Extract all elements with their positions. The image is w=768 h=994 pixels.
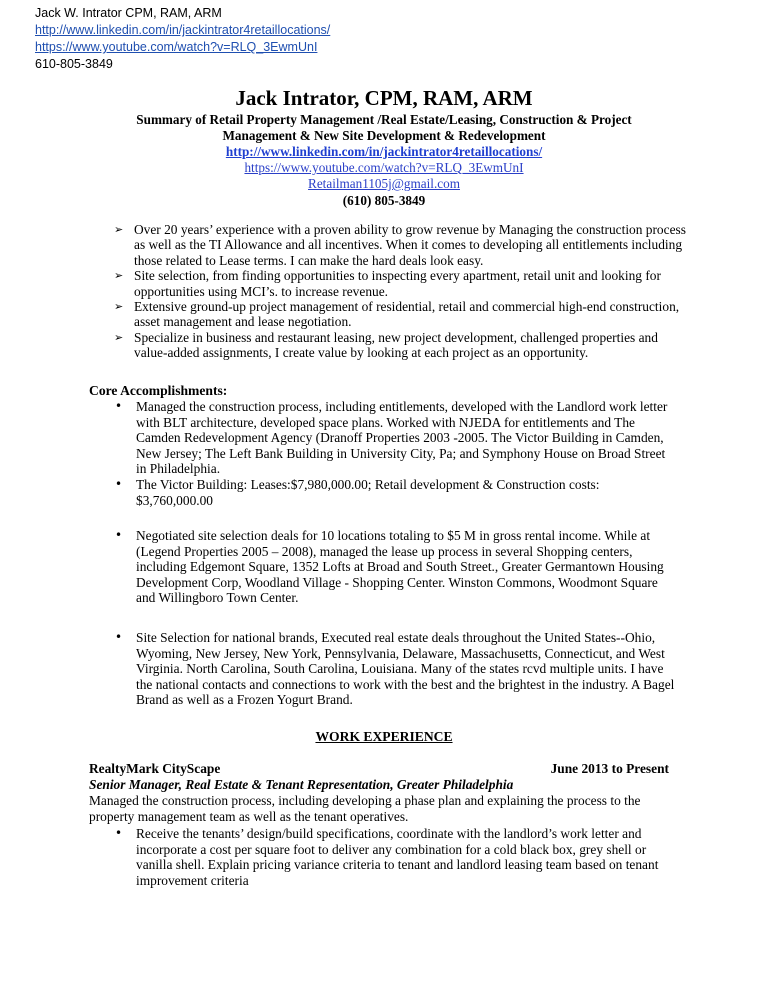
job-bullet: • Receive the tenants’ design/build specifications, coordinate with the landlord’s work letter and incorporate a cost per square foot to deliver any combination for a cold black box, grey shell or vanilla shell. Explain pricing variance criteria to tenant and landlord leasing team based on tenant improvement criteria (115, 826, 675, 888)
title-linkedin-text[interactable]: http://www.linkedin.com/in/jackintrator4retaillocations/ (225, 144, 543, 159)
header-youtube-text[interactable]: https://www.youtube.com/watch?v=RLQ_3EwmUnI (35, 40, 318, 54)
header-linkedin-text[interactable]: http://www.linkedin.com/in/jackintrator4retaillocations/ (35, 23, 331, 37)
core-item: • The Victor Building: Leases:$7,980,000.00; Retail development & Construction costs: $3,760,000.00 (115, 477, 675, 508)
summary-item: ➢ Specialize in business and restaurant leasing, new project development, challenged properties and value-added assignments, I create value by looking at each project as an opportunity. (114, 330, 694, 361)
header-youtube-link[interactable] (35, 39, 317, 56)
title-youtube-link[interactable] (0, 160, 768, 176)
core-list-c (115, 630, 675, 708)
summary-title-line-2: Management & New Site Development & Redevelopment (222, 128, 546, 143)
summary-item: ➢ Site selection, from finding opportunities to inspecting every apartment, retail unit and looking for opportunities using MCI’s. to increase revenue. (114, 268, 694, 299)
core-item: • Negotiated site selection deals for 10 locations totaling to $5 M in gross rental income. While at (Legend Properties 2005 – 2008), managed the lease up process in several Shopping centers, including Edgemont Square, 1352 Lofts at Broad and South Street., Greater Germantown Housing Development Corp, Woodland Village - Shopping Center. Winston Commons, Woodmont Square and Willingboro Town Center. (115, 528, 675, 606)
header-phone: 610-805-3849 (35, 57, 113, 71)
header-name-line: Jack W. Intrator CPM, RAM, ARM (35, 6, 222, 20)
header-linkedin-link[interactable] (35, 22, 330, 39)
core-item: • Site Selection for national brands, Executed real estate deals throughout the United States--Ohio, Wyoming, New Jersey, New York, Pennsylvania, Delaware, Massachusetts, Connecticut, and West Virginia. North Carolina, South Carolina, Louisiana. Many of the states rcvd multiple units. I have the national contacts and connections to work with the best and the brightest in the industry. A Bagel Brand as well as a Frozen Yogurt Brand. (115, 630, 675, 708)
core-accomplishments-heading: Core Accomplishments: (89, 383, 228, 398)
work-experience-heading: WORK EXPERIENCE (315, 729, 453, 744)
title-linkedin-link[interactable] (0, 143, 768, 160)
title-email-link[interactable] (0, 176, 768, 192)
core-item: • Managed the construction process, including entitlements, developed with the Landlord work letter with BLT architecture, developed space plans. Worked with NJEDA for entitlements and The Camden Redevelopment Agency (Dranoff Properties 2003 -2005. The Victor Building in Camden, New Jersey; The Left Bank Building in University City, Pa; and Symphony House on Broad Street in Philadelphia. (115, 399, 675, 477)
job-role: Senior Manager, Real Estate & Tenant Representation, Greater Philadelphia (89, 777, 514, 792)
title-youtube-text[interactable]: https://www.youtube.com/watch?v=RLQ_3EwmUnI (244, 160, 524, 175)
core-list-b (115, 528, 675, 606)
core-list-a (115, 399, 675, 508)
job-bullets (115, 826, 675, 888)
resume-name-heading: Jack Intrator, CPM, RAM, ARM (235, 86, 533, 110)
summary-item: ➢ Extensive ground-up project management of residential, retail and commercial high-end construction, asset management and lease negotiation. (114, 299, 694, 330)
summary-list (114, 222, 694, 361)
job-description: Managed the construction process, including developing a phase plan and explaining the process to the property management team as well as the tenant operatives. (89, 793, 641, 824)
title-email-text[interactable]: Retailman1105j@gmail.com (308, 176, 460, 191)
title-phone: (610) 805-3849 (342, 193, 426, 208)
job-header (89, 761, 669, 777)
job-dates: June 2013 to Present (550, 761, 669, 776)
job-company: RealtyMark CityScape (89, 761, 221, 776)
summary-title-line-1: Summary of Retail Property Management /Real Estate/Leasing, Construction & Project (136, 112, 632, 127)
summary-item: ➢ Over 20 years’ experience with a proven ability to grow revenue by Managing the construction process as well as the TI Allowance and all incentives. When it comes to developing all entitlements including those related to Lease terms. I can make the hard deals look easy. (114, 222, 694, 268)
